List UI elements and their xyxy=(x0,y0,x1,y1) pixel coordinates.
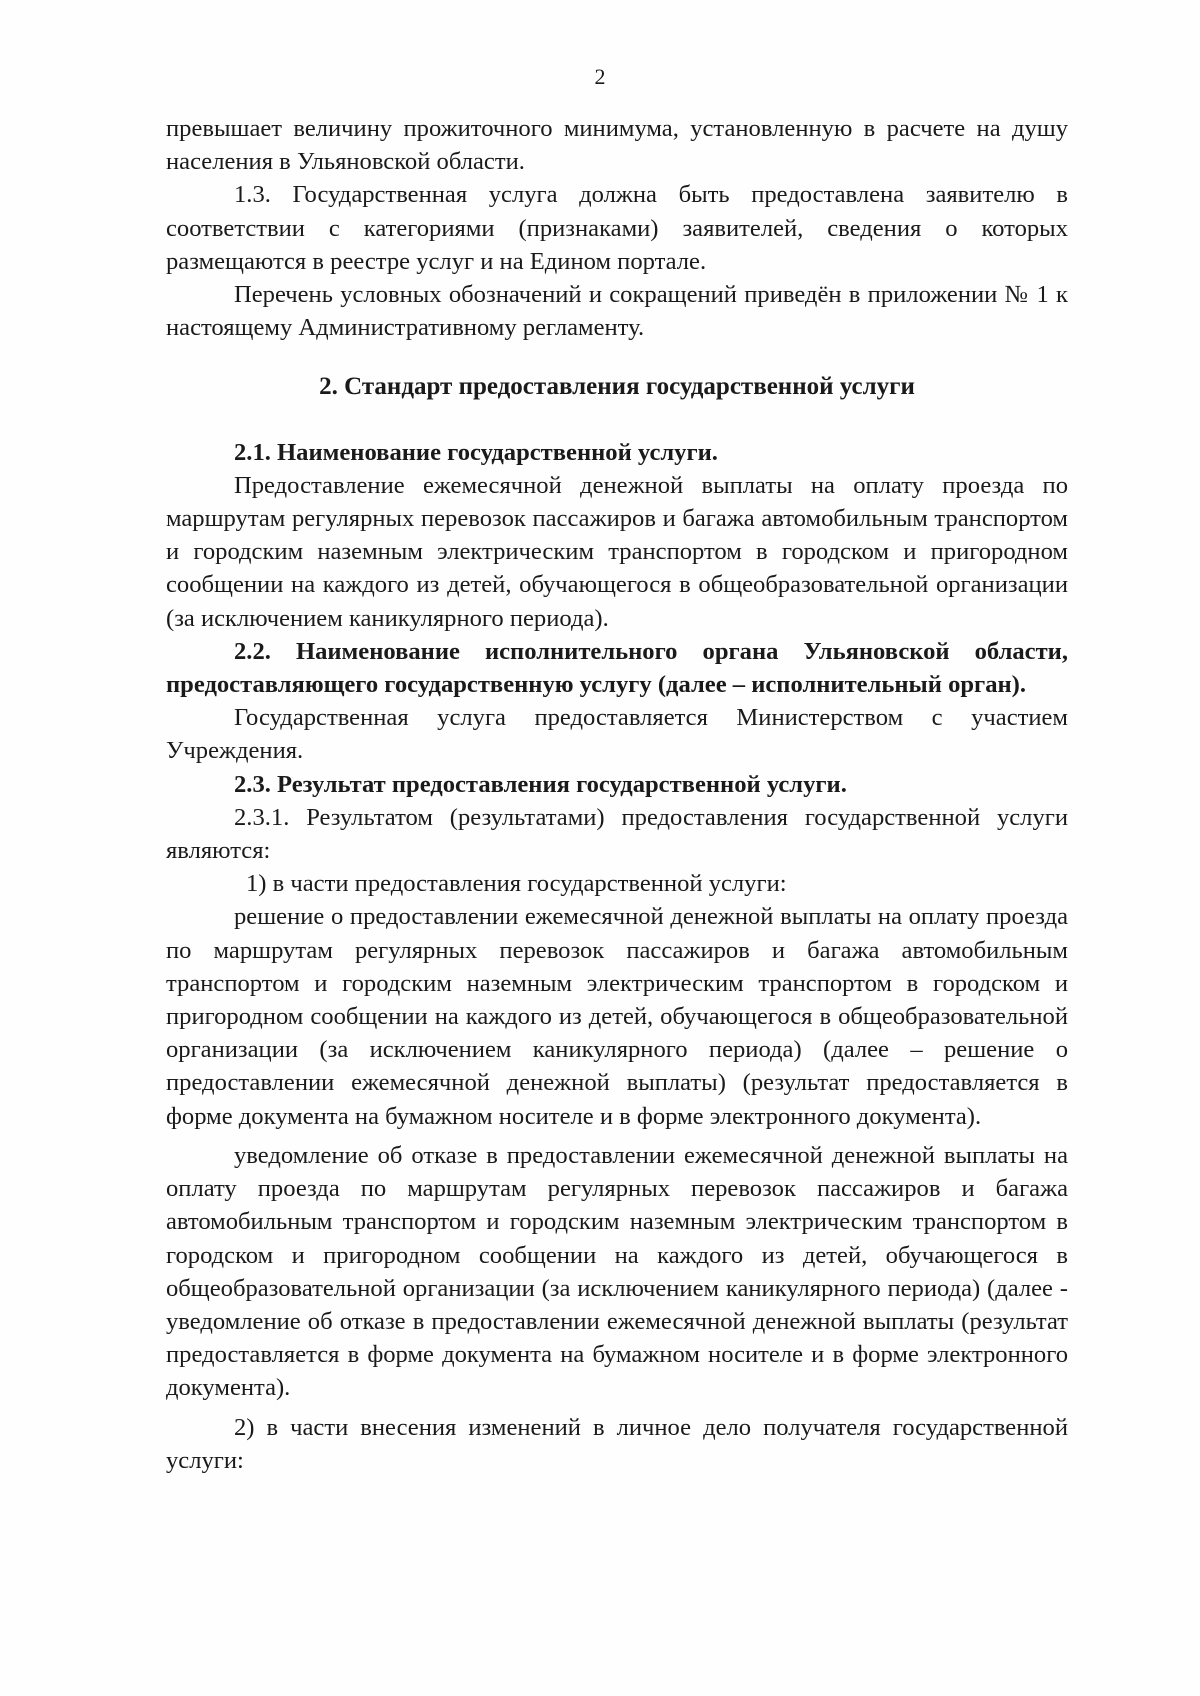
paragraph-2-1: Предоставление ежемесячной денежной выплаты на оплату проезда по маршрутам регулярных перевозок пассажиров и багажа автомобильным транспортом и городским наземным электрическим транспортом в городском и пригородном сообщении на каждого из детей, обучающегося в общеобразовательной организации (за исключением каникулярного периода). xyxy=(166,471,1068,632)
list-item-2: 2) в части внесения изменений в личное дело получателя государственной услуги: xyxy=(166,1413,1068,1474)
paragraph-refusal: уведомление об отказе в предоставлении ежемесячной денежной выплаты на оплату проезда по маршрутам регулярных перевозок пассажиров и багажа автомобильным транспортом и городским наземным электрическим транспортом в городском и пригородном сообщении на каждого из детей, обучающегося в общеобразовательной организации (за исключением каникулярного периода) (далее - уведомление об отказе в предоставлении ежемесячной денежной выплаты (результат предоставляется в форме документа на бумажном носителе и в форме электронного документа). xyxy=(166,1141,1068,1402)
heading-2-2: 2.2. Наименование исполнительного органа Ульяновской области, предоставляющего государственную услугу (далее – исполнительный орган). xyxy=(166,637,1068,699)
list-item-1: 1) в части предоставления государственной услуги: xyxy=(246,870,787,898)
section-2-title: 2. Стандарт предоставления государственной услуги xyxy=(319,373,915,401)
paragraph-decision: решение о предоставлении ежемесячной денежной выплаты на оплату проезда по маршрутам регулярных перевозок пассажиров и багажа автомобильным транспортом и городским наземным электрическим транспортом в городском и пригородном сообщении на каждого из детей, обучающегося в общеобразовательной организации (за исключением каникулярного периода) (далее – решение о предоставлении ежемесячной денежной выплаты) (результат предоставляется в форме документа на бумажном носителе и в форме электронного документа). xyxy=(166,903,1068,1130)
paragraph-2-2: Государственная услуга предоставляется Министерством с участием Учреждения. xyxy=(166,704,1068,765)
paragraph-1-3: 1.3. Государственная услуга должна быть предоставлена заявителю в соответствии с категориями (признаками) заявителей, сведения о которых размещаются в реестре услуг и на Едином портале. xyxy=(166,181,1068,275)
page-number: 2 xyxy=(594,64,606,89)
paragraph-2-3-1: 2.3.1. Результатом (результатами) предоставления государственной услуги являются: xyxy=(166,803,1068,865)
heading-2-3: 2.3. Результат предоставления государственной услуги. xyxy=(234,770,847,798)
document-body xyxy=(166,112,1068,1477)
paragraph-abbreviations: Перечень условных обозначений и сокращений приведён в приложении № 1 к настоящему Административному регламенту. xyxy=(166,281,1068,342)
heading-2-1: 2.1. Наименование государственной услуги. xyxy=(234,438,718,466)
paragraph-intro: превышает величину прожиточного минимума, установленную в расчете на душу населения в Ульяновской области. xyxy=(166,115,1068,176)
